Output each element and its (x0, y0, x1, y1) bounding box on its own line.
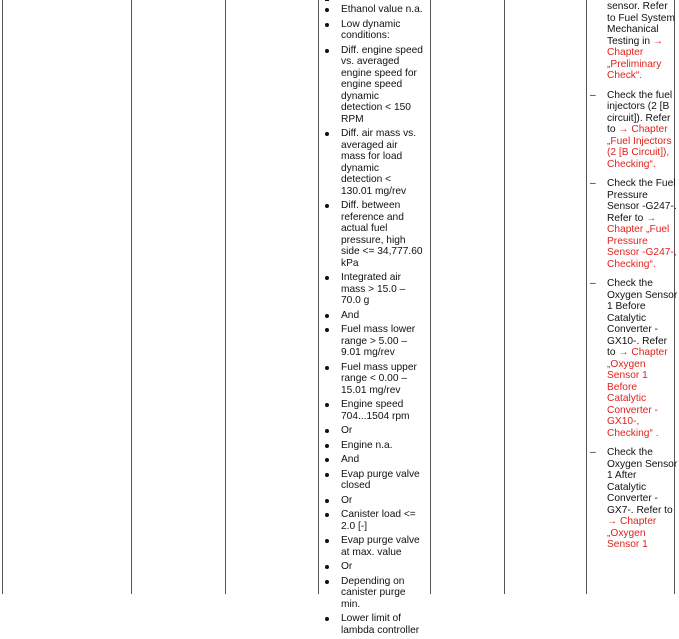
table-border-col-2 (225, 0, 226, 594)
action-text: Check the Fuel Pressure Sensor -G247-. Refer to (607, 178, 677, 224)
condition-item: Or (323, 425, 423, 437)
condition-item: Diff. air mass vs. averaged air mass for load dynamic detection < 130.01 mg/rev (323, 128, 423, 197)
chapter-link[interactable]: → Chapter „Oxygen Sensor 1 (607, 516, 657, 550)
action-item (588, 90, 678, 171)
chapter-link[interactable]: → Chapter „Fuel Pressure Sensor -G247-, Checking“. (607, 212, 677, 270)
table-border-col-1 (131, 0, 132, 594)
condition-item: Diff. between reference and actual fuel pressure, high side <= 34,777.60 kPa (323, 200, 423, 269)
condition-item: Canister load <= 2.0 [-] (323, 509, 423, 532)
action-text: Check the Oxygen Sensor 1 Before Catalytic Converter -GX10-. Refer to (607, 278, 678, 358)
table-border-col-4 (430, 0, 431, 594)
condition-item: Evap purge valve closed (323, 469, 423, 492)
condition-item: Or (323, 495, 423, 507)
cut-off-bullet (325, 0, 329, 1)
dash-marker: – (590, 89, 596, 101)
condition-item: Low dynamic conditions: (323, 19, 423, 42)
action-text: sensor. Refer to Fuel System Mechanical Testing in (607, 1, 675, 47)
action-item (588, 447, 678, 551)
dash-marker: – (590, 278, 596, 289)
condition-item: Or (323, 561, 423, 573)
chapter-link[interactable]: → Chapter „Preliminary Check“. (607, 35, 664, 81)
condition-item: Evap purge valve at max. value (323, 535, 423, 558)
action-item (588, 178, 678, 270)
chapter-link[interactable]: → Chapter „Fuel Injectors (2 [B Circuit]), Checking“. (607, 124, 672, 170)
condition-item: Engine n.a. (323, 440, 423, 452)
dash-marker: – (590, 447, 596, 458)
condition-item: Integrated air mass > 15.0 – 70.0 g (323, 272, 423, 307)
condition-item: Depending on canister purge min. (323, 576, 423, 611)
action-item (588, 278, 678, 439)
table-border-left (2, 0, 3, 594)
condition-item: Fuel mass upper range < 0.00 – 15.01 mg/rev (323, 362, 423, 397)
condition-item: Diff. engine speed vs. averaged engine speed for engine speed dynamic detection < 150 RPM (323, 45, 423, 126)
repair-actions-list (588, 1, 678, 559)
table-border-col-5 (504, 0, 505, 594)
condition-item: Lower limit of lambda controller (323, 613, 423, 636)
condition-item: Fuel mass lower range > 5.00 – 9.01 mg/rev (323, 324, 423, 359)
action-item (588, 1, 678, 82)
table-border-col-6 (586, 0, 587, 594)
table-border-col-3 (318, 0, 319, 594)
dash-marker: – (590, 178, 596, 189)
chapter-link[interactable]: → Chapter „Oxygen Sensor 1 Before Catalytic Converter -GX10-, Checking“ . (607, 347, 668, 439)
condition-item: And (323, 454, 423, 466)
condition-item: Ethanol value n.a. (323, 4, 423, 16)
condition-item: Engine speed 704...1504 rpm (323, 399, 423, 422)
action-text: Check the fuel injectors (2 [B circuit]). Refer to (607, 89, 673, 135)
condition-item: And (323, 310, 423, 322)
enable-conditions-list (323, 4, 423, 639)
action-text: Check the Oxygen Sensor 1 After Catalytic Converter -GX7-. Refer to (607, 447, 678, 516)
